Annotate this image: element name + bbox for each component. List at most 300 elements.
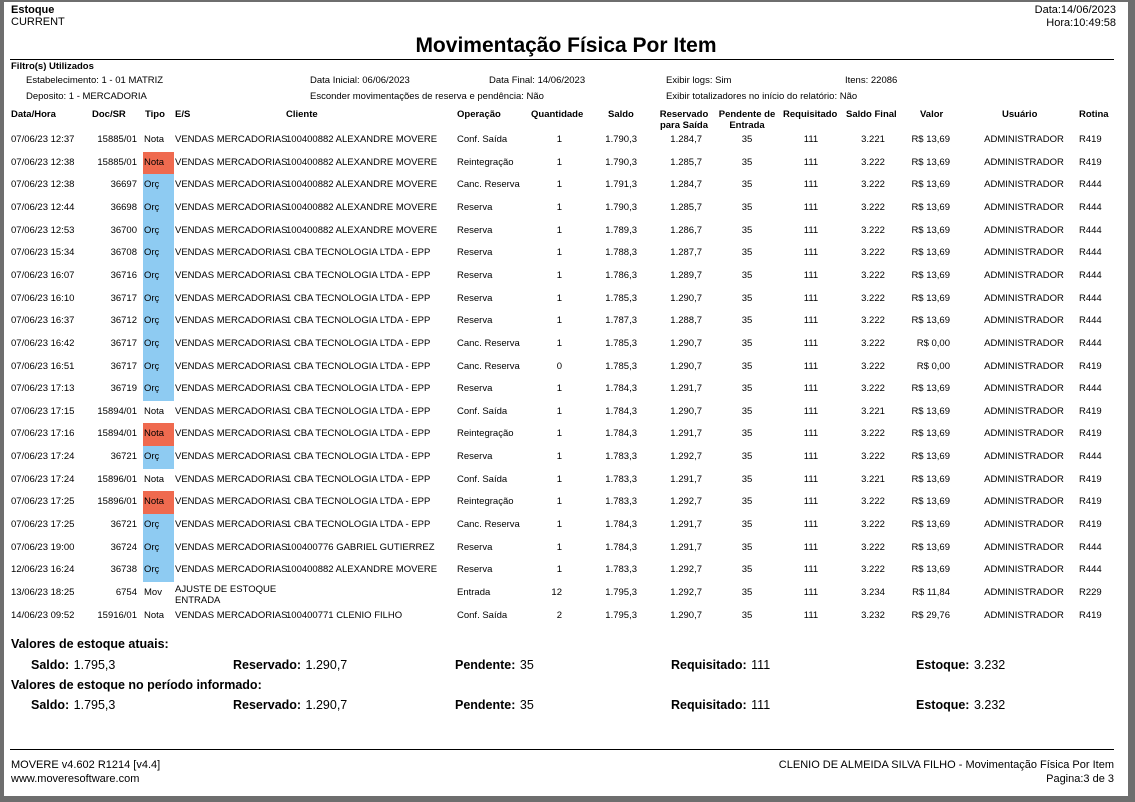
cell-es: VENDAS MERCADORIAS — [175, 224, 288, 236]
cell-reservado: 1.284,7 — [670, 134, 702, 145]
cell-reservado: 1.291,7 — [670, 519, 702, 531]
summary-periodo-title: Valores de estoque no período informado: — [11, 678, 262, 692]
cell-usuario: ADMINISTRADOR — [984, 519, 1064, 531]
cell-doc: 36708 — [110, 247, 137, 259]
summary-requisitado — [671, 656, 770, 674]
table-row — [4, 129, 1128, 151]
cell-es-line1: AJUSTE DE ESTOQUE — [175, 584, 277, 595]
cell-cliente: 100400882 ALEXANDRE MOVERE — [286, 156, 438, 168]
cell-operacao: Conf. Saída — [457, 609, 508, 621]
cell-datahora: 07/06/23 12:44 — [11, 201, 75, 213]
cell-doc: 36700 — [110, 224, 137, 236]
cell-saldofinal: 3.222 — [861, 156, 885, 168]
summary-pendente — [455, 656, 534, 674]
cell-operacao: Reserva — [457, 451, 493, 463]
filter-esconder: Esconder movimentações de reserva e pendência: Não — [310, 91, 544, 102]
cell-cliente: 1 CBA TECNOLOGIA LTDA - EPP — [286, 315, 431, 327]
cell-pendente: 35 — [741, 134, 753, 145]
col-pendente — [716, 109, 778, 131]
cell-operacao: Reserva — [457, 315, 493, 327]
cell-pendente: 35 — [741, 587, 753, 598]
cell-operacao: Conf. Saída — [457, 134, 508, 145]
cell-es: VENDAS MERCADORIAS — [175, 201, 288, 213]
cell-quantidade: 1 — [556, 224, 562, 236]
cell-cliente: 1 CBA TECNOLOGIA LTDA - EPP — [286, 247, 431, 259]
table-row — [4, 446, 1128, 468]
cell-usuario: ADMINISTRADOR — [984, 428, 1064, 440]
filters-heading: Filtro(s) Utilizados — [11, 61, 94, 72]
cell-rotina: R419 — [1079, 609, 1102, 621]
summary-periodo-requisitado-label: Requisitado: — [671, 698, 747, 712]
cell-cliente: 1 CBA TECNOLOGIA LTDA - EPP — [286, 337, 431, 349]
cell-reservado: 1.291,7 — [670, 428, 702, 440]
cell-valor: R$ 0,00 — [916, 360, 950, 372]
cell-quantidade: 1 — [556, 247, 562, 259]
filter-deposito: Deposito: 1 - MERCADORIA — [26, 91, 147, 102]
cell-quantidade: 1 — [556, 156, 562, 168]
cell-requisitado: 111 — [803, 292, 819, 304]
table-row — [4, 582, 1128, 604]
cell-datahora: 07/06/23 17:24 — [11, 473, 75, 485]
summary-requisitado-label: Requisitado: — [671, 658, 747, 672]
cell-saldo: 1.784,3 — [605, 428, 637, 440]
cell-saldofinal: 3.222 — [861, 564, 885, 576]
cell-saldofinal: 3.222 — [861, 269, 885, 281]
cell-requisitado: 111 — [803, 315, 819, 327]
filter-exibir-totalizadores: Exibir totalizadores no início do relatório: Não — [666, 91, 858, 102]
cell-pendente: 35 — [741, 179, 753, 191]
summary-periodo-estoque-label: Estoque: — [916, 698, 970, 712]
summary-estoque — [916, 656, 1005, 674]
cell-rotina: R444 — [1079, 383, 1102, 395]
cell-tipo: Orç — [143, 310, 174, 333]
cell-cliente: 1 CBA TECNOLOGIA LTDA - EPP — [286, 496, 431, 508]
cell-cliente: 100400882 ALEXANDRE MOVERE — [286, 179, 438, 191]
cell-pendente: 35 — [741, 247, 753, 259]
cell-operacao: Reintegração — [457, 496, 514, 508]
cell-operacao: Reserva — [457, 383, 493, 395]
cell-rotina: R444 — [1079, 224, 1102, 236]
cell-es: VENDAS MERCADORIAS — [175, 156, 288, 168]
cell-es: VENDAS MERCADORIAS — [175, 519, 288, 531]
cell-doc: 36717 — [110, 292, 137, 304]
cell-doc: 36738 — [110, 564, 137, 576]
cell-saldofinal: 3.222 — [861, 247, 885, 259]
cell-pendente: 35 — [741, 451, 753, 463]
col-doc: Doc/SR — [92, 109, 126, 120]
cell-saldo: 1.790,3 — [605, 156, 637, 168]
cell-reservado: 1.292,7 — [670, 587, 702, 598]
cell-rotina: R444 — [1079, 315, 1102, 327]
footer-page-number: Pagina:3 de 3 — [1046, 773, 1114, 785]
cell-rotina: R419 — [1079, 134, 1102, 145]
cell-cliente: 1 CBA TECNOLOGIA LTDA - EPP — [286, 269, 431, 281]
cell-saldofinal: 3.222 — [861, 337, 885, 349]
col-pendente-line2: Entrada — [729, 120, 765, 131]
cell-doc: 36724 — [110, 541, 137, 553]
summary-periodo-pendente-value: 35 — [519, 698, 534, 712]
cell-saldo: 1.790,3 — [605, 134, 637, 145]
cell-datahora: 14/06/23 09:52 — [11, 609, 75, 621]
cell-es: VENDAS MERCADORIAS — [175, 428, 288, 440]
cell-datahora: 07/06/23 12:38 — [11, 179, 75, 191]
table-row — [4, 605, 1128, 627]
cell-usuario: ADMINISTRADOR — [984, 156, 1064, 168]
cell-usuario: ADMINISTRADOR — [984, 224, 1064, 236]
cell-tipo: Orç — [143, 378, 174, 401]
cell-doc: 15916/01 — [97, 609, 137, 621]
cell-operacao: Conf. Saída — [457, 473, 508, 485]
cell-valor: R$ 13,69 — [911, 473, 950, 485]
cell-saldofinal: 3.221 — [861, 134, 885, 145]
cell-doc: 36717 — [110, 360, 137, 372]
col-valor: Valor — [920, 109, 944, 120]
report-page — [4, 2, 1128, 796]
cell-requisitado: 111 — [803, 519, 819, 531]
cell-datahora: 07/06/23 16:07 — [11, 269, 75, 281]
report-date: Data:14/06/2023 — [1034, 4, 1116, 16]
cell-requisitado: 111 — [803, 405, 819, 417]
cell-usuario: ADMINISTRADOR — [984, 541, 1064, 553]
col-reservado-line1: Reservado — [659, 109, 709, 120]
cell-es: VENDAS MERCADORIAS — [175, 292, 288, 304]
cell-quantidade: 1 — [556, 564, 562, 576]
cell-reservado: 1.291,7 — [670, 383, 702, 395]
filter-data-final: Data Final: 14/06/2023 — [489, 75, 586, 86]
footer-version: MOVERE v4.602 R1214 [v4.4] — [11, 759, 161, 771]
cell-quantidade: 0 — [556, 360, 562, 372]
cell-es: VENDAS MERCADORIAS — [175, 405, 288, 417]
table-row — [4, 152, 1128, 174]
summary-periodo-reservado-label: Reservado: — [233, 698, 302, 712]
cell-es: VENDAS MERCADORIAS — [175, 315, 288, 327]
table-row — [4, 378, 1128, 400]
cell-cliente: 100400882 ALEXANDRE MOVERE — [286, 201, 438, 213]
cell-reservado: 1.290,7 — [670, 292, 702, 304]
cell-pendente: 35 — [741, 156, 753, 168]
cell-datahora: 07/06/23 12:53 — [11, 224, 75, 236]
cell-operacao: Reserva — [457, 292, 493, 304]
cell-usuario: ADMINISTRADOR — [984, 179, 1064, 191]
cell-requisitado: 111 — [803, 134, 819, 145]
cell-tipo: Nota — [143, 423, 174, 446]
table-row — [4, 174, 1128, 196]
cell-quantidade: 1 — [556, 428, 562, 440]
cell-saldofinal: 3.222 — [861, 451, 885, 463]
cell-saldofinal: 3.222 — [861, 519, 885, 531]
cell-requisitado: 111 — [803, 179, 819, 191]
cell-datahora: 07/06/23 17:24 — [11, 451, 75, 463]
table-row — [4, 197, 1128, 219]
cell-tipo: Orç — [143, 537, 174, 560]
col-requisitado: Requisitado — [783, 109, 838, 120]
cell-datahora: 07/06/23 12:38 — [11, 156, 75, 168]
cell-es — [175, 584, 283, 606]
cell-cliente: 1 CBA TECNOLOGIA LTDA - EPP — [286, 519, 431, 531]
cell-saldofinal: 3.222 — [861, 315, 885, 327]
cell-doc: 36719 — [110, 383, 137, 395]
cell-reservado: 1.292,7 — [670, 564, 702, 576]
cell-datahora: 07/06/23 17:13 — [11, 383, 75, 395]
table-row — [4, 265, 1128, 287]
cell-saldo: 1.795,3 — [605, 609, 637, 621]
cell-saldofinal: 3.222 — [861, 541, 885, 553]
cell-pendente: 35 — [741, 405, 753, 417]
cell-requisitado: 111 — [803, 496, 819, 508]
cell-valor: R$ 13,69 — [911, 247, 950, 259]
cell-doc: 36721 — [110, 519, 137, 531]
cell-datahora: 07/06/23 19:00 — [11, 541, 75, 553]
cell-quantidade: 1 — [556, 451, 562, 463]
cell-doc: 15885/01 — [97, 134, 137, 145]
cell-tipo: Nota — [144, 405, 165, 417]
cell-rotina: R419 — [1079, 519, 1102, 531]
cell-saldo: 1.784,3 — [605, 519, 637, 531]
cell-saldo: 1.788,3 — [605, 247, 637, 259]
cell-reservado: 1.287,7 — [670, 247, 702, 259]
summary-reservado-value: 1.290,7 — [305, 658, 348, 672]
summary-pendente-value: 35 — [519, 658, 534, 672]
summary-pendente-label: Pendente: — [455, 658, 516, 672]
cell-rotina: R419 — [1079, 360, 1102, 372]
cell-operacao: Reserva — [457, 247, 493, 259]
cell-cliente: 100400776 GABRIEL GUTIERREZ — [286, 541, 435, 553]
footer-user-report: CLENIO DE ALMEIDA SILVA FILHO - Movimentação Física Por Item — [778, 759, 1114, 771]
summary-periodo-pendente — [455, 696, 534, 714]
col-pendente-line1: Pendente de — [718, 109, 776, 120]
cell-valor: R$ 13,69 — [911, 428, 950, 440]
cell-pendente: 35 — [741, 519, 753, 531]
table-row — [4, 423, 1128, 445]
cell-cliente: 100400882 ALEXANDRE MOVERE — [286, 224, 438, 236]
cell-pendente: 35 — [741, 292, 753, 304]
cell-doc: 36717 — [110, 337, 137, 349]
cell-valor: R$ 13,69 — [911, 405, 950, 417]
cell-rotina: R419 — [1079, 405, 1102, 417]
cell-saldofinal: 3.221 — [861, 473, 885, 485]
cell-requisitado: 111 — [803, 587, 819, 598]
cell-rotina: R419 — [1079, 156, 1102, 168]
cell-tipo: Nota — [144, 134, 165, 145]
cell-operacao: Canc. Reserva — [457, 179, 520, 191]
cell-rotina: R444 — [1079, 201, 1102, 213]
cell-reservado: 1.290,7 — [670, 337, 702, 349]
cell-usuario: ADMINISTRADOR — [984, 383, 1064, 395]
cell-tipo: Orç — [143, 220, 174, 243]
cell-tipo: Orç — [143, 356, 174, 379]
cell-requisitado: 111 — [803, 383, 819, 395]
cell-usuario: ADMINISTRADOR — [984, 496, 1064, 508]
table-row — [4, 288, 1128, 310]
table-row — [4, 559, 1128, 581]
table-row — [4, 333, 1128, 355]
cell-tipo: Orç — [143, 559, 174, 582]
cell-requisitado: 111 — [803, 428, 819, 440]
cell-saldofinal: 3.222 — [861, 201, 885, 213]
cell-saldofinal: 3.222 — [861, 383, 885, 395]
cell-es: VENDAS MERCADORIAS — [175, 179, 288, 191]
cell-requisitado: 111 — [803, 247, 819, 259]
cell-saldofinal: 3.222 — [861, 428, 885, 440]
cell-quantidade: 2 — [556, 609, 562, 621]
cell-datahora: 13/06/23 18:25 — [11, 587, 75, 598]
cell-quantidade: 1 — [556, 337, 562, 349]
cell-es: VENDAS MERCADORIAS — [175, 383, 288, 395]
cell-datahora: 12/06/23 16:24 — [11, 564, 75, 576]
col-operacao: Operação — [457, 109, 501, 120]
cell-reservado: 1.292,7 — [670, 451, 702, 463]
summary-saldo-value: 1.795,3 — [73, 658, 116, 672]
table-row — [4, 469, 1128, 491]
cell-doc: 36716 — [110, 269, 137, 281]
cell-rotina: R444 — [1079, 564, 1102, 576]
col-reservado-line2: para Saída — [659, 120, 709, 131]
cell-datahora: 07/06/23 17:15 — [11, 405, 75, 417]
cell-operacao: Reserva — [457, 541, 493, 553]
summary-reservado — [233, 656, 347, 674]
cell-cliente: 100400771 CLENIO FILHO — [286, 609, 403, 621]
cell-reservado: 1.290,7 — [670, 609, 702, 621]
cell-valor: R$ 13,69 — [911, 519, 950, 531]
cell-saldo: 1.783,3 — [605, 473, 637, 485]
cell-usuario: ADMINISTRADOR — [984, 315, 1064, 327]
cell-requisitado: 111 — [803, 269, 819, 281]
summary-periodo-saldo — [31, 696, 115, 714]
cell-tipo: Orç — [143, 333, 174, 356]
cell-saldo: 1.795,3 — [605, 587, 637, 598]
cell-reservado: 1.289,7 — [670, 269, 702, 281]
cell-es: VENDAS MERCADORIAS — [175, 134, 288, 145]
cell-usuario: ADMINISTRADOR — [984, 337, 1064, 349]
cell-saldo: 1.783,3 — [605, 564, 637, 576]
cell-pendente: 35 — [741, 360, 753, 372]
cell-operacao: Reintegração — [457, 156, 514, 168]
cell-rotina: R419 — [1079, 428, 1102, 440]
cell-pendente: 35 — [741, 541, 753, 553]
cell-datahora: 07/06/23 15:34 — [11, 247, 75, 259]
cell-quantidade: 1 — [556, 201, 562, 213]
cell-quantidade: 1 — [556, 541, 562, 553]
cell-rotina: R419 — [1079, 473, 1102, 485]
cell-usuario: ADMINISTRADOR — [984, 609, 1064, 621]
table-row — [4, 310, 1128, 332]
summary-periodo-pendente-label: Pendente: — [455, 698, 516, 712]
cell-doc: 36721 — [110, 451, 137, 463]
summary-periodo-requisitado-value: 111 — [751, 698, 771, 712]
cell-rotina: R229 — [1079, 587, 1102, 598]
cell-quantidade: 1 — [556, 519, 562, 531]
cell-pendente: 35 — [741, 564, 753, 576]
cell-usuario: ADMINISTRADOR — [984, 247, 1064, 259]
cell-doc: 36712 — [110, 315, 137, 327]
report-time: Hora:10:49:58 — [1046, 17, 1116, 29]
cell-pendente: 35 — [741, 337, 753, 349]
cell-valor: R$ 13,69 — [911, 179, 950, 191]
page-title: Movimentação Física Por Item — [415, 34, 717, 57]
summary-periodo-saldo-label: Saldo: — [31, 698, 70, 712]
table-row — [4, 401, 1128, 423]
cell-cliente: 1 CBA TECNOLOGIA LTDA - EPP — [286, 405, 431, 417]
cell-saldofinal: 3.222 — [861, 360, 885, 372]
cell-cliente: 1 CBA TECNOLOGIA LTDA - EPP — [286, 292, 431, 304]
cell-reservado: 1.286,7 — [670, 224, 702, 236]
cell-reservado: 1.285,7 — [670, 156, 702, 168]
cell-reservado: 1.290,7 — [670, 360, 702, 372]
cell-valor: R$ 13,69 — [911, 315, 950, 327]
cell-operacao: Reserva — [457, 564, 493, 576]
cell-valor: R$ 13,69 — [911, 383, 950, 395]
col-saldo: Saldo — [608, 109, 634, 120]
filter-exibir-logs: Exibir logs: Sim — [666, 75, 732, 86]
cell-tipo: Orç — [143, 197, 174, 220]
cell-reservado: 1.288,7 — [670, 315, 702, 327]
cell-quantidade: 1 — [556, 383, 562, 395]
cell-operacao: Canc. Reserva — [457, 337, 520, 349]
cell-quantidade: 1 — [556, 292, 562, 304]
cell-operacao: Canc. Reserva — [457, 519, 520, 531]
cell-usuario: ADMINISTRADOR — [984, 360, 1064, 372]
cell-pendente: 35 — [741, 315, 753, 327]
cell-pendente: 35 — [741, 609, 753, 621]
cell-tipo: Orç — [143, 174, 174, 197]
col-usuario: Usuário — [1002, 109, 1038, 120]
table-row — [4, 491, 1128, 513]
cell-quantidade: 1 — [556, 405, 562, 417]
cell-tipo: Orç — [143, 242, 174, 265]
summary-periodo-saldo-value: 1.795,3 — [73, 698, 116, 712]
summary-periodo-estoque — [916, 696, 1005, 714]
cell-saldo: 1.791,3 — [605, 179, 637, 191]
cell-datahora: 07/06/23 17:25 — [11, 519, 75, 531]
cell-saldofinal: 3.222 — [861, 292, 885, 304]
cell-requisitado: 111 — [803, 609, 819, 621]
cell-saldofinal: 3.221 — [861, 405, 885, 417]
summary-atuais-title: Valores de estoque atuais: — [11, 637, 169, 651]
cell-valor: R$ 0,00 — [916, 337, 950, 349]
cell-usuario: ADMINISTRADOR — [984, 292, 1064, 304]
cell-valor: R$ 11,84 — [912, 587, 950, 598]
cell-es: VENDAS MERCADORIAS — [175, 269, 288, 281]
cell-rotina: R444 — [1079, 541, 1102, 553]
cell-saldo: 1.783,3 — [605, 451, 637, 463]
cell-usuario: ADMINISTRADOR — [984, 587, 1064, 598]
cell-valor: R$ 13,69 — [911, 224, 950, 236]
filter-data-inicial: Data Inicial: 06/06/2023 — [310, 75, 410, 86]
cell-datahora: 07/06/23 16:10 — [11, 292, 75, 304]
cell-es: VENDAS MERCADORIAS — [175, 247, 288, 259]
cell-datahora: 07/06/23 16:51 — [11, 360, 75, 372]
cell-valor: R$ 13,69 — [911, 564, 950, 576]
cell-datahora: 07/06/23 16:42 — [11, 337, 75, 349]
cell-tipo: Nota — [143, 491, 174, 514]
cell-datahora: 07/06/23 12:37 — [11, 134, 75, 145]
cell-tipo: Orç — [143, 514, 174, 537]
cell-valor: R$ 13,69 — [911, 541, 950, 553]
summary-estoque-value: 3.232 — [973, 658, 1006, 672]
cell-datahora: 07/06/23 17:25 — [11, 496, 75, 508]
col-saldofinal: Saldo Final — [846, 109, 897, 120]
summary-periodo-requisitado — [671, 696, 770, 714]
header-divider — [10, 59, 1114, 60]
cell-reservado: 1.284,7 — [670, 179, 702, 191]
cell-usuario: ADMINISTRADOR — [984, 451, 1064, 463]
cell-pendente: 35 — [741, 496, 753, 508]
cell-es: VENDAS MERCADORIAS — [175, 564, 288, 576]
cell-tipo: Nota — [144, 609, 165, 621]
cell-datahora: 07/06/23 17:16 — [11, 428, 75, 440]
cell-tipo: Orç — [143, 265, 174, 288]
col-reservado — [652, 109, 716, 131]
